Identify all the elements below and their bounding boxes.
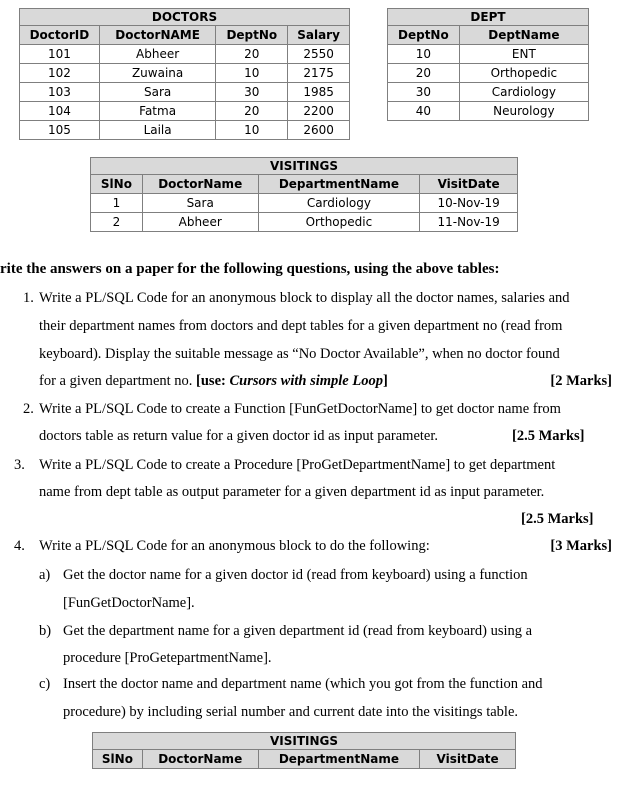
question-4-line: Write a PL/SQL Code for an anonymous block to do the following: bbox=[39, 538, 430, 554]
sub-question-c-line: Insert the doctor name and department name (which you got from the function and bbox=[63, 676, 543, 692]
question-2-line: doctors table as return value for a given doctor id as input parameter. bbox=[39, 428, 439, 444]
table-cell: 105 bbox=[20, 121, 100, 140]
question-2-number: 2. bbox=[23, 401, 34, 417]
table-cell: 2550 bbox=[288, 45, 350, 64]
table-cell: Cardiology bbox=[459, 83, 588, 102]
visitings-table-title: VISITINGS bbox=[91, 158, 518, 175]
table-cell: 10 bbox=[388, 45, 460, 64]
column-header: DoctorName bbox=[142, 175, 258, 194]
column-header: DoctorName bbox=[142, 750, 258, 769]
column-header: DeptName bbox=[459, 26, 588, 45]
question-3-number: 3. bbox=[14, 457, 25, 473]
doctors-table-title: DOCTORS bbox=[20, 9, 350, 26]
question-1-line: keyboard). Display the suitable message as “No Doctor Available”, when no doctor found bbox=[39, 346, 560, 362]
table-cell: Sara bbox=[142, 194, 258, 213]
question-3-marks: [2.5 Marks] bbox=[521, 511, 594, 527]
question-3-line: Write a PL/SQL Code to create a Procedure [ProGetDepartmentName] to get department bbox=[39, 457, 556, 473]
table-cell: Orthopedic bbox=[459, 64, 588, 83]
question-4-number: 4. bbox=[14, 538, 25, 554]
column-header: DoctorNAME bbox=[99, 26, 216, 45]
question-1-line bbox=[39, 368, 388, 396]
table-cell: 2200 bbox=[288, 102, 350, 121]
sub-question-a-label: a) bbox=[39, 567, 51, 583]
sub-question-a-line: [FunGetDoctorName]. bbox=[63, 595, 195, 611]
table-cell: 40 bbox=[388, 102, 460, 121]
column-header: VisitDate bbox=[420, 750, 516, 769]
sub-question-b-line: procedure [ProGetepartmentName]. bbox=[63, 650, 272, 666]
column-header: Salary bbox=[288, 26, 350, 45]
question-2-line: Write a PL/SQL Code to create a Function [FunGetDoctorName] to get doctor name from bbox=[39, 401, 561, 417]
table-cell: 1985 bbox=[288, 83, 350, 102]
table-cell: 10 bbox=[216, 121, 288, 140]
table-cell: 20 bbox=[216, 45, 288, 64]
column-header: SlNo bbox=[93, 750, 143, 769]
column-header: DeptNo bbox=[216, 26, 288, 45]
use-emphasis: Cursors with simple Loop bbox=[229, 373, 383, 389]
table-cell: 10-Nov-19 bbox=[420, 194, 518, 213]
column-header: SlNo bbox=[91, 175, 143, 194]
visitings-empty-table-title: VISITINGS bbox=[93, 733, 516, 750]
column-header: DepartmentName bbox=[258, 175, 420, 194]
table-cell: ENT bbox=[459, 45, 588, 64]
table-cell: Abheer bbox=[142, 213, 258, 232]
table-cell: Fatma bbox=[99, 102, 216, 121]
column-header: DeptNo bbox=[388, 26, 460, 45]
use-open: [use: bbox=[196, 373, 230, 389]
use-close: ] bbox=[382, 373, 388, 389]
question-1-line: Write a PL/SQL Code for an anonymous block to display all the doctor names, salaries and bbox=[39, 290, 570, 306]
table-cell: 104 bbox=[20, 102, 100, 121]
table-cell: 30 bbox=[216, 83, 288, 102]
table-cell: 2600 bbox=[288, 121, 350, 140]
table-cell: Neurology bbox=[459, 102, 588, 121]
table-cell: 102 bbox=[20, 64, 100, 83]
table-cell: 20 bbox=[388, 64, 460, 83]
sub-question-c-line: procedure) by including serial number and current date into the visitings table. bbox=[63, 704, 519, 720]
question-2-marks: [2.5 Marks] bbox=[512, 428, 585, 444]
instructions: rite the answers on a paper for the following questions, using the above tables: bbox=[0, 261, 500, 277]
column-header: DoctorID bbox=[20, 26, 100, 45]
table-cell: 11-Nov-19 bbox=[420, 213, 518, 232]
table-cell: Orthopedic bbox=[258, 213, 420, 232]
question-4-marks: [3 Marks] bbox=[550, 538, 612, 554]
table-cell: 101 bbox=[20, 45, 100, 64]
question-1-line: their department names from doctors and dept tables for a given department no (read from bbox=[39, 318, 563, 334]
table-cell: 1 bbox=[91, 194, 143, 213]
table-cell: 10 bbox=[216, 64, 288, 83]
table-cell: Cardiology bbox=[258, 194, 420, 213]
table-cell: 20 bbox=[216, 102, 288, 121]
table-cell: Zuwaina bbox=[99, 64, 216, 83]
question-1-marks: [2 Marks] bbox=[550, 373, 612, 389]
sub-question-a-line: Get the doctor name for a given doctor id (read from keyboard) using a function bbox=[63, 567, 528, 583]
table-cell: Sara bbox=[99, 83, 216, 102]
sub-question-c-label: c) bbox=[39, 676, 51, 692]
table-cell: 2175 bbox=[288, 64, 350, 83]
table-cell: Laila bbox=[99, 121, 216, 140]
column-header: VisitDate bbox=[420, 175, 518, 194]
dept-table-title: DEPT bbox=[388, 9, 589, 26]
visitings-empty-table bbox=[92, 732, 516, 769]
table-cell: 103 bbox=[20, 83, 100, 102]
column-header: DepartmentName bbox=[258, 750, 420, 769]
question-1-line-text: for a given department no. bbox=[39, 373, 197, 389]
question-3-line: name from dept table as output parameter for a given department id as input parameter. bbox=[39, 484, 545, 500]
table-cell: Abheer bbox=[99, 45, 216, 64]
sub-question-b-line: Get the department name for a given department id (read from keyboard) using a bbox=[63, 623, 533, 639]
table-cell: 30 bbox=[388, 83, 460, 102]
question-1-number: 1. bbox=[23, 290, 34, 306]
sub-question-b-label: b) bbox=[39, 623, 52, 639]
table-cell: 2 bbox=[91, 213, 143, 232]
